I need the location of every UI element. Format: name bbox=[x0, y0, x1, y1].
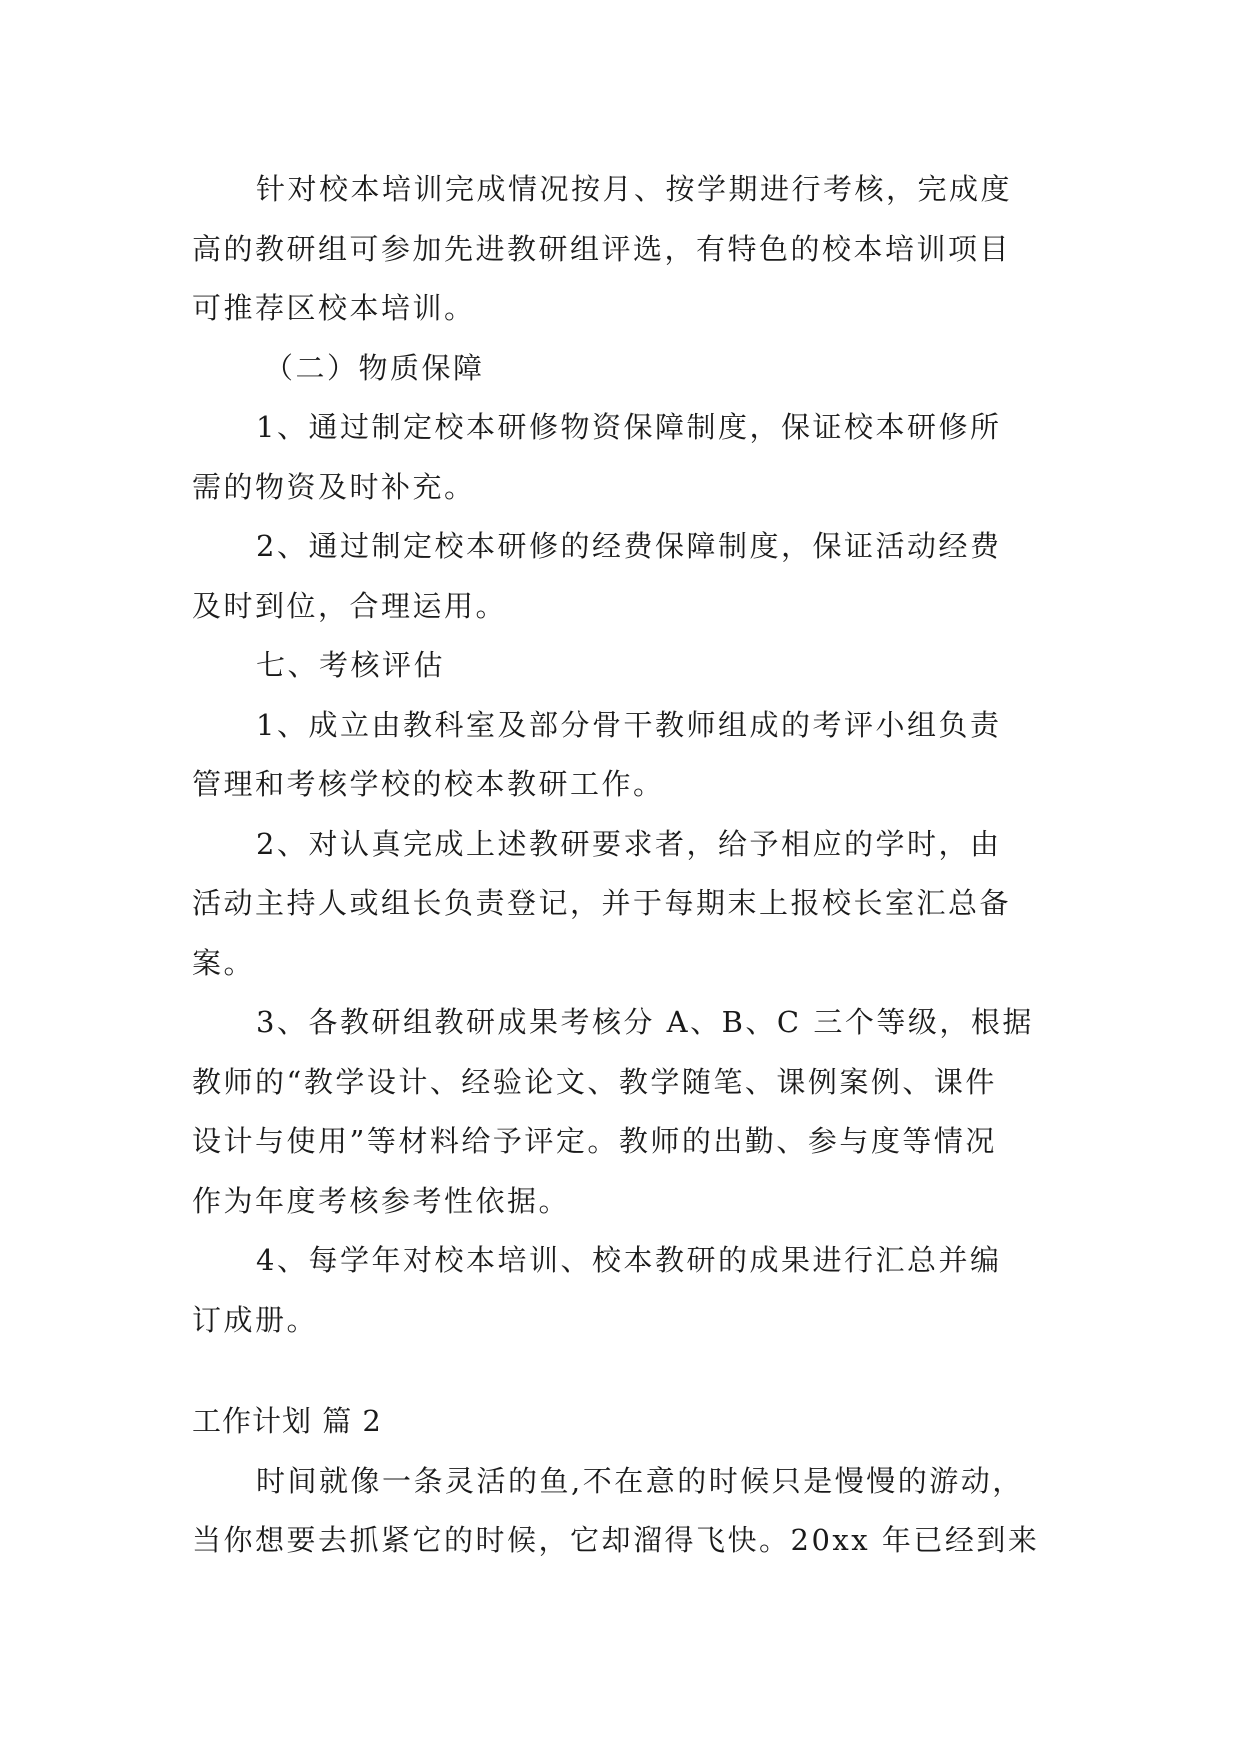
paragraph-line: 教师的“教学设计、经验论文、教学随笔、课例案例、课件 bbox=[192, 1064, 997, 1099]
paragraph-line: 1、通过制定校本研修物资保障制度，保证校本研修所 bbox=[256, 410, 1002, 444]
paragraph-line: 1、成立由教科室及部分骨干教师组成的考评小组负责 bbox=[256, 707, 1002, 742]
paragraph-line: 高的教研组可参加先进教研组评选，有特色的校本培训项目 bbox=[192, 231, 1012, 266]
section-spacer bbox=[192, 1350, 1052, 1392]
paragraph-line: 时间就像一条灵活的鱼,不在意的时候只是慢慢的游动， bbox=[256, 1463, 1024, 1498]
subsection-heading: （二）物质保障 bbox=[264, 350, 485, 385]
section-heading: 七、考核评估 bbox=[256, 648, 446, 682]
paragraph-line: 3、各教研组教研成果考核分 A、B、C 三个等级，根据 bbox=[256, 1005, 1034, 1039]
paragraph-line: 2、通过制定校本研修的经费保障制度，保证活动经费 bbox=[256, 529, 1002, 563]
paragraph-line: 2、对认真完成上述教研要求者，给予相应的学时，由 bbox=[256, 826, 1002, 861]
paragraph-line: 订成册。 bbox=[192, 1302, 319, 1337]
paragraph-line: 及时到位，合理运用。 bbox=[192, 588, 508, 623]
paragraph-line: 4、每学年对校本培训、校本教研的成果进行汇总并编 bbox=[256, 1243, 1002, 1277]
paragraph-line: 针对校本培训完成情况按月、按学期进行考核，完成度 bbox=[256, 172, 1013, 206]
paragraph-line: 活动主持人或组长负责登记，并于每期末上报校长室汇总备 bbox=[192, 886, 1012, 920]
paragraph-line: 管理和考核学校的校本教研工作。 bbox=[192, 767, 665, 801]
paragraph-line: 案。 bbox=[192, 945, 256, 980]
paragraph-line: 作为年度考核参考性依据。 bbox=[192, 1183, 571, 1218]
paragraph-line: 设计与使用”等材料给予评定。教师的出勤、参与度等情况 bbox=[192, 1124, 997, 1158]
document-body bbox=[192, 160, 1052, 1571]
paragraph-line: 可推荐区校本培训。 bbox=[192, 291, 476, 325]
paragraph-line: 需的物资及时补充。 bbox=[192, 469, 476, 504]
paragraph-line: 当你想要去抓紧它的时候，它却溜得飞快。20xx 年已经到来 bbox=[192, 1523, 1040, 1557]
section-title: 工作计划 篇 2 bbox=[192, 1404, 382, 1438]
